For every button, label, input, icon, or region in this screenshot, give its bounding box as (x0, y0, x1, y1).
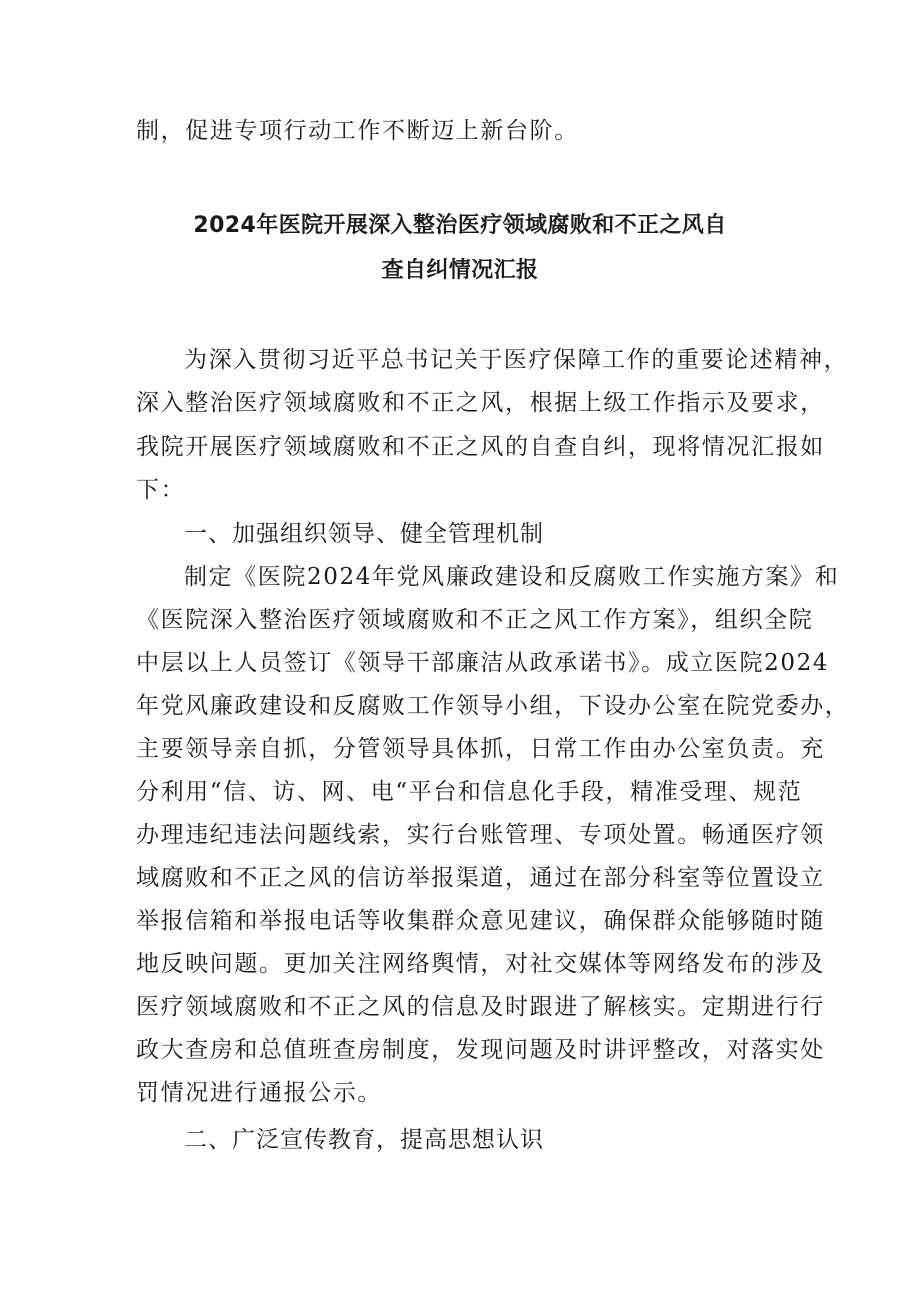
body-line: 医疗领域腐败和不正之风的信息及时跟进了解核实。定期进行行 (136, 994, 825, 1020)
section-2-heading: 二、广泛宣传教育，提高思想认识 (184, 1127, 544, 1153)
body-line: 举报信箱和举报电话等收集群众意见建议，确保群众能够随时随 (136, 908, 825, 934)
title-line-1: 2024年医院开展深入整治医疗领域腐败和不正之风自 (193, 213, 727, 238)
intro-line: 深入整治医疗领域腐败和不正之风，根据上级工作指示及要求， (136, 390, 825, 416)
intro-line: 下： (136, 477, 186, 503)
intro-line: 为深入贯彻习近平总书记关于医疗保障工作的重要论述精神， (184, 347, 849, 373)
body-line: 《医院深入整治医疗领域腐败和不正之风工作方案》，组织全院 (136, 607, 814, 633)
body-line: 域腐败和不正之风的信访举报渠道，通过在部分科室等位置设立 (136, 865, 825, 891)
body-line: 分利用“信、访、网、电“平台和信息化手段，精准受理、规范 (136, 779, 803, 805)
body-line: 制定《医院2024年党风廉政建设和反腐败工作实施方案》和 (184, 564, 840, 590)
body-line: 中层以上人员签订《领导干部廉洁从政承诺书》。成立医院2024 (136, 650, 830, 676)
title-line-2: 查自纠情况汇报 (381, 258, 539, 283)
section-1-heading: 一、加强组织领导、健全管理机制 (184, 521, 544, 547)
body-line: 地反映问题。更加关注网络舆情，对社交媒体等网络发布的涉及 (136, 951, 825, 977)
body-line: 政大查房和总值班查房制度，发现问题及时讲评整改，对落实处 (136, 1037, 825, 1063)
body-line: 罚情况进行通报公示。 (136, 1080, 382, 1106)
body-line: 主要领导亲自抓，分管领导具体抓，日常工作由办公室负责。充 (136, 736, 825, 762)
body-line: 办理违纪违法问题线索，实行台账管理、专项处置。畅通医疗领 (136, 822, 825, 848)
intro-line: 我院开展医疗领域腐败和不正之风的自查自纠，现将情况汇报如 (136, 434, 825, 460)
body-line: 年党风廉政建设和反腐败工作领导小组，下设办公室在院党委办， (136, 693, 850, 719)
carryover-line: 制，促进专项行动工作不断迈上新台阶。 (136, 118, 579, 144)
